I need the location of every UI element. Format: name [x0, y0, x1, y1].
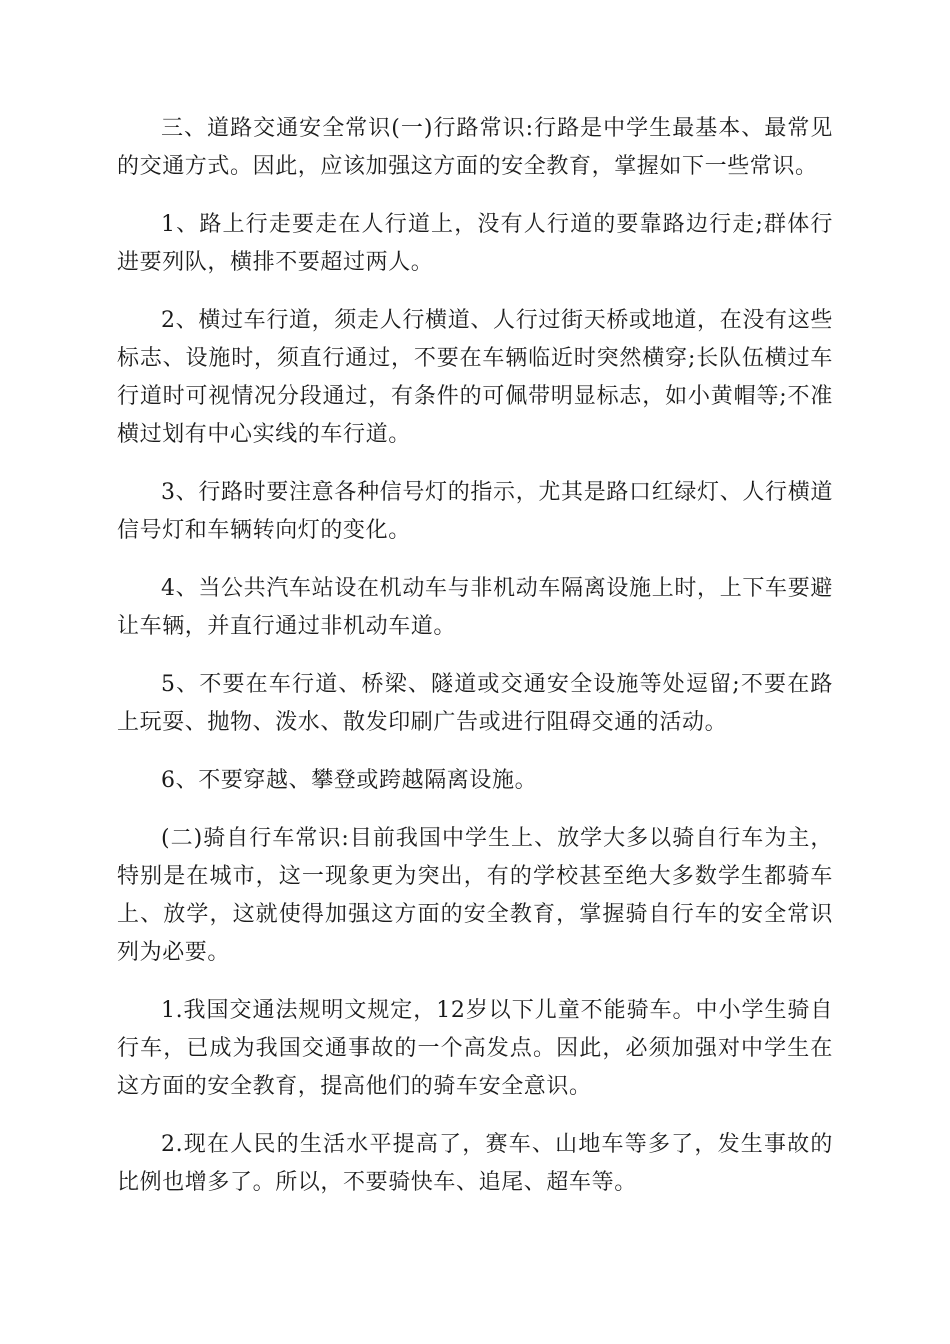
document-body — [117, 110, 833, 1222]
paragraph-road-safety-intro: 三、道路交通安全常识(一)行路常识:行路是中学生最基本、最常见的交通方式。因此，应该加强这方面的安全教育，掌握如下一些常识。 — [117, 116, 833, 179]
paragraph-walking-rule-3: 3、行路时要注意各种信号灯的指示，尤其是路口红绿灯、人行横道信号灯和车辆转向灯的变化。 — [117, 480, 833, 543]
paragraph-cycling-rule-2: 2.现在人民的生活水平提高了，赛车、山地车等多了，发生事故的比例也增多了。所以，不要骑快车、追尾、超车等。 — [117, 1132, 833, 1195]
paragraph-walking-rule-1: 1、路上行走要走在人行道上，没有人行道的要靠路边行走;群体行进要列队，横排不要超过两人。 — [117, 212, 833, 275]
paragraph-cycling-intro: (二)骑自行车常识:目前我国中学生上、放学大多以骑自行车为主，特别是在城市，这一现象更为突出，有的学校甚至绝大多数学生都骑车上、放学，这就使得加强这方面的安全教育，掌握骑自行车的安全常识列为必要。 — [117, 826, 833, 965]
paragraph-walking-rule-4: 4、当公共汽车站设在机动车与非机动车隔离设施上时，上下车要避让车辆，并直行通过非机动车道。 — [117, 576, 833, 639]
paragraph-cycling-rule-1: 1.我国交通法规明文规定，12岁以下儿童不能骑车。中小学生骑自行车，已成为我国交通事故的一个高发点。因此，必须加强对中学生在这方面的安全教育，提高他们的骑车安全意识。 — [117, 998, 833, 1099]
paragraph-walking-rule-5: 5、不要在车行道、桥梁、隧道或交通安全设施等处逗留;不要在路上玩耍、抛物、泼水、散发印刷广告或进行阻碍交通的活动。 — [117, 672, 833, 735]
paragraph-walking-rule-2: 2、横过车行道，须走人行横道、人行过街天桥或地道，在没有这些标志、设施时，须直行通过，不要在车辆临近时突然横穿;长队伍横过车行道时可视情况分段通过，有条件的可佩带明显标志，如小黄帽等;不准横过划有中心实线的车行道。 — [117, 308, 833, 447]
paragraph-walking-rule-6: 6、不要穿越、攀登或跨越隔离设施。 — [161, 768, 538, 793]
